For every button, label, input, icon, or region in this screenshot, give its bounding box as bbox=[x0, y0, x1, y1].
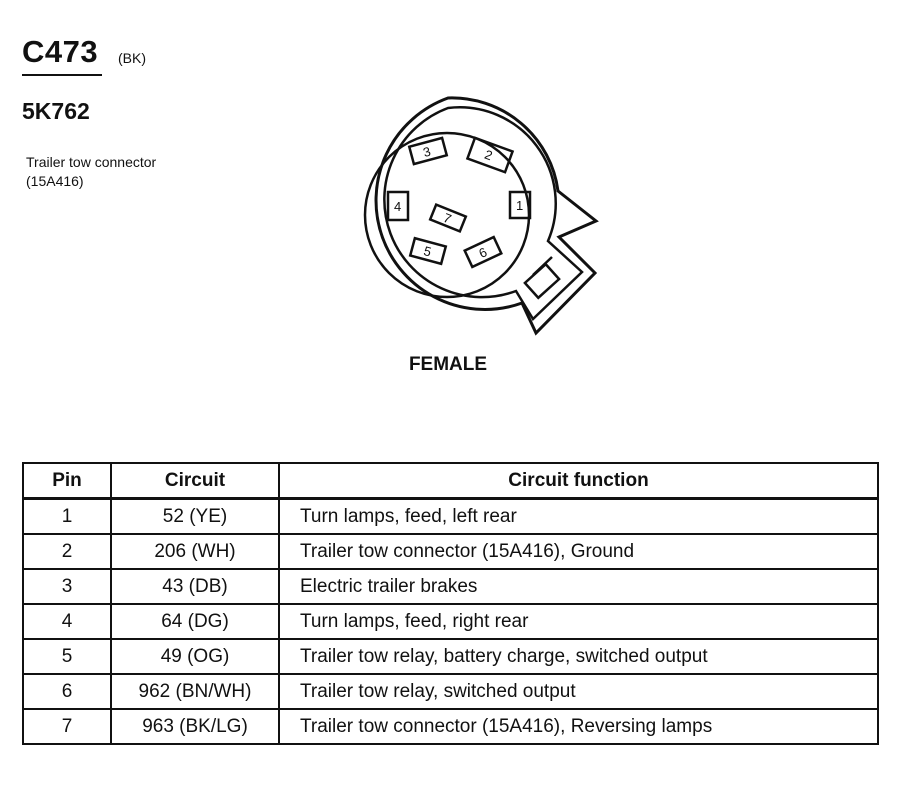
pin-cell: 4 bbox=[23, 604, 111, 639]
connector-housing bbox=[365, 98, 596, 333]
pin-label-3: 3 bbox=[421, 143, 433, 161]
function-cell: Trailer tow relay, switched output bbox=[279, 674, 878, 709]
table-row bbox=[23, 604, 878, 639]
connector-id-underline bbox=[22, 74, 102, 76]
pin-label-2: 2 bbox=[482, 146, 495, 164]
table-row bbox=[23, 639, 878, 674]
table-row bbox=[23, 569, 878, 604]
pinout-table bbox=[22, 462, 879, 745]
circuit-cell: 963 (BK/LG) bbox=[111, 709, 279, 744]
function-cell: Trailer tow connector (15A416), Ground bbox=[279, 534, 878, 569]
connector-gender-label: FEMALE bbox=[408, 354, 488, 375]
connector-id: C473 bbox=[22, 34, 99, 69]
table-row bbox=[23, 499, 878, 535]
header-circuit: Circuit bbox=[111, 463, 279, 499]
function-cell: Trailer tow relay, battery charge, switched output bbox=[279, 639, 878, 674]
connector-face-diagram bbox=[340, 95, 610, 345]
pin-cell: 2 bbox=[23, 534, 111, 569]
table-row bbox=[23, 534, 878, 569]
function-cell: Electric trailer brakes bbox=[279, 569, 878, 604]
connector-description: Trailer tow connector (15A416) bbox=[26, 154, 157, 189]
connector-color: (BK) bbox=[118, 50, 146, 66]
pin-cell: 6 bbox=[23, 674, 111, 709]
pin-label-6: 6 bbox=[476, 244, 490, 261]
part-number: 5K762 bbox=[22, 98, 90, 124]
function-cell: Trailer tow connector (15A416), Reversing lamps bbox=[279, 709, 878, 744]
circuit-cell: 64 (DG) bbox=[111, 604, 279, 639]
header-circuit-function: Circuit function bbox=[279, 463, 878, 499]
circuit-cell: 52 (YE) bbox=[111, 499, 279, 535]
circuit-cell: 49 (OG) bbox=[111, 639, 279, 674]
pin-cavity bbox=[388, 138, 530, 267]
table-row bbox=[23, 674, 878, 709]
table-row bbox=[23, 709, 878, 744]
pin-cell: 5 bbox=[23, 639, 111, 674]
table-header-row bbox=[23, 463, 878, 499]
latch-block bbox=[525, 257, 559, 298]
pin-cell: 1 bbox=[23, 499, 111, 535]
circuit-cell: 206 (WH) bbox=[111, 534, 279, 569]
pin-cell: 7 bbox=[23, 709, 111, 744]
circuit-cell: 962 (BN/WH) bbox=[111, 674, 279, 709]
circuit-cell: 43 (DB) bbox=[111, 569, 279, 604]
function-cell: Turn lamps, feed, left rear bbox=[279, 499, 878, 535]
pin-label-1: 1 bbox=[516, 198, 524, 213]
pin-cell: 3 bbox=[23, 569, 111, 604]
function-cell: Turn lamps, feed, right rear bbox=[279, 604, 878, 639]
pin-label-4: 4 bbox=[394, 199, 402, 214]
header-pin: Pin bbox=[23, 463, 111, 499]
pin-label-7: 7 bbox=[441, 210, 454, 227]
pin-label-5: 5 bbox=[422, 243, 433, 260]
